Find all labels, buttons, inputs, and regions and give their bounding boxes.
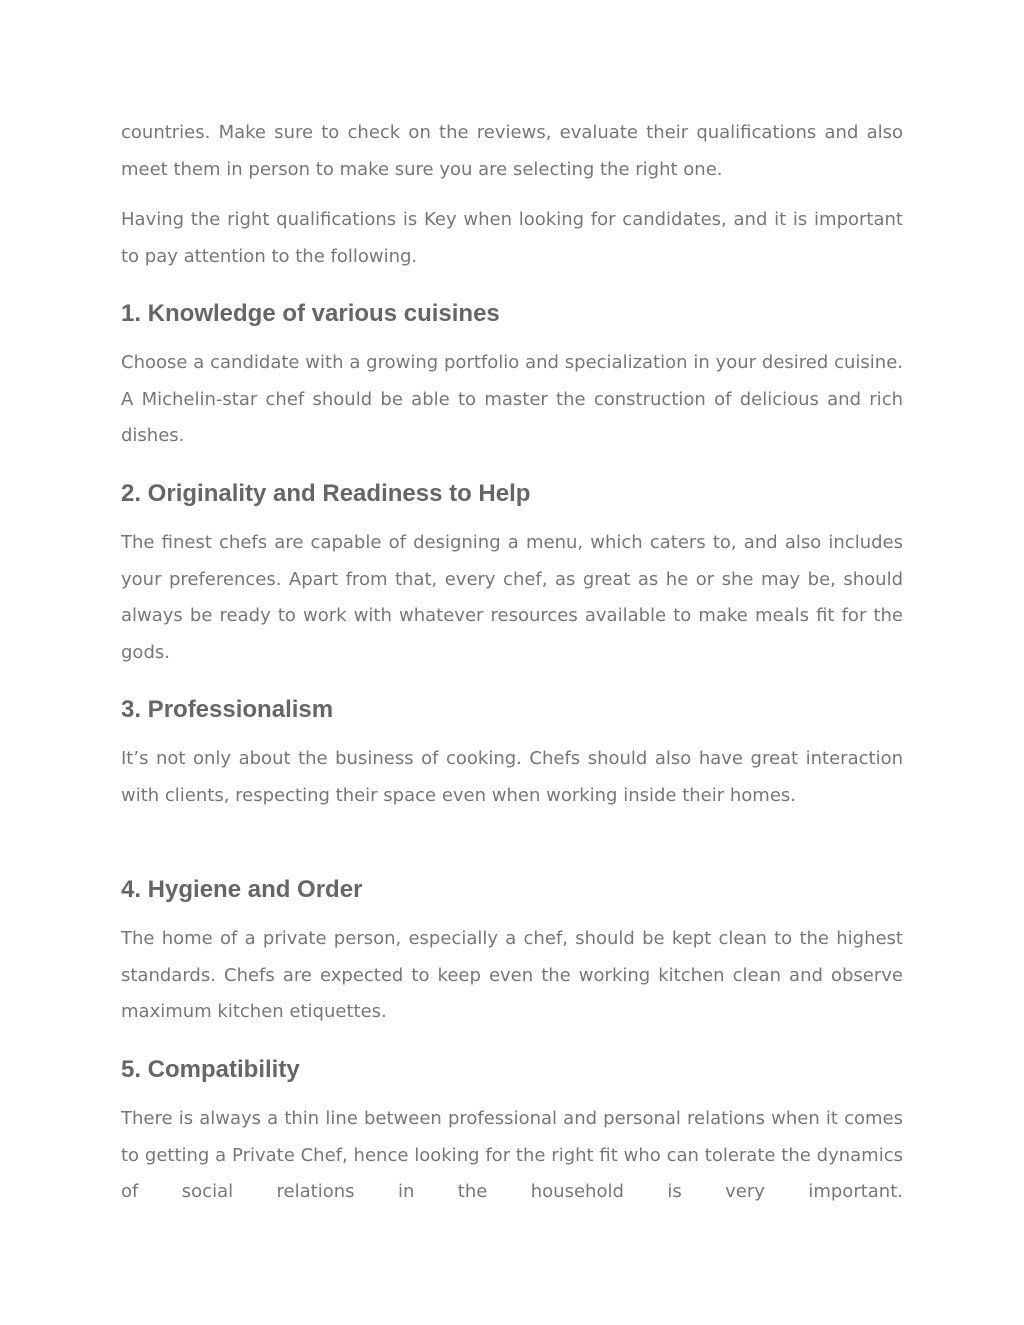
section-body: The finest chefs are capable of designing a menu, which caters to, and also includes your preferences. Apart from that, every chef, as great as he or she may be, should always be ready to work with whatever resources available to make meals fit for the gods. <box>121 532 903 663</box>
section-heading: 1. Knowledge of various cuisines <box>121 300 500 327</box>
intro-paragraph: countries. Make sure to check on the reviews, evaluate their qualifications and also meet them in person to make sure you are selecting the right one. <box>121 122 903 180</box>
section-heading: 3. Professionalism <box>121 696 334 723</box>
intro-paragraph: Having the right qualifications is Key when looking for candidates, and it is important to pay attention to the following. <box>121 209 903 267</box>
section-body: Choose a candidate with a growing portfolio and specialization in your desired cuisine. A Michelin-star chef should be able to master the construction of delicious and rich dishes. <box>121 352 903 446</box>
section-body: The home of a private person, especially a chef, should be kept clean to the highest standards. Chefs are expected to keep even the working kitchen clean and observe maximum kitchen etiquettes. <box>121 928 903 1022</box>
section-body: It’s not only about the business of cooking. Chefs should also have great interaction with clients, respecting their space even when working inside their homes. <box>121 748 903 806</box>
section-heading: 5. Compatibility <box>121 1056 300 1083</box>
section-heading: 2. Originality and Readiness to Help <box>121 480 531 507</box>
section-heading: 4. Hygiene and Order <box>121 876 363 903</box>
section-body: There is always a thin line between professional and personal relations when it comes to getting a Private Chef, hence looking for the right fit who can tolerate the dynamics of social relations in the household is very important. <box>121 1108 903 1202</box>
